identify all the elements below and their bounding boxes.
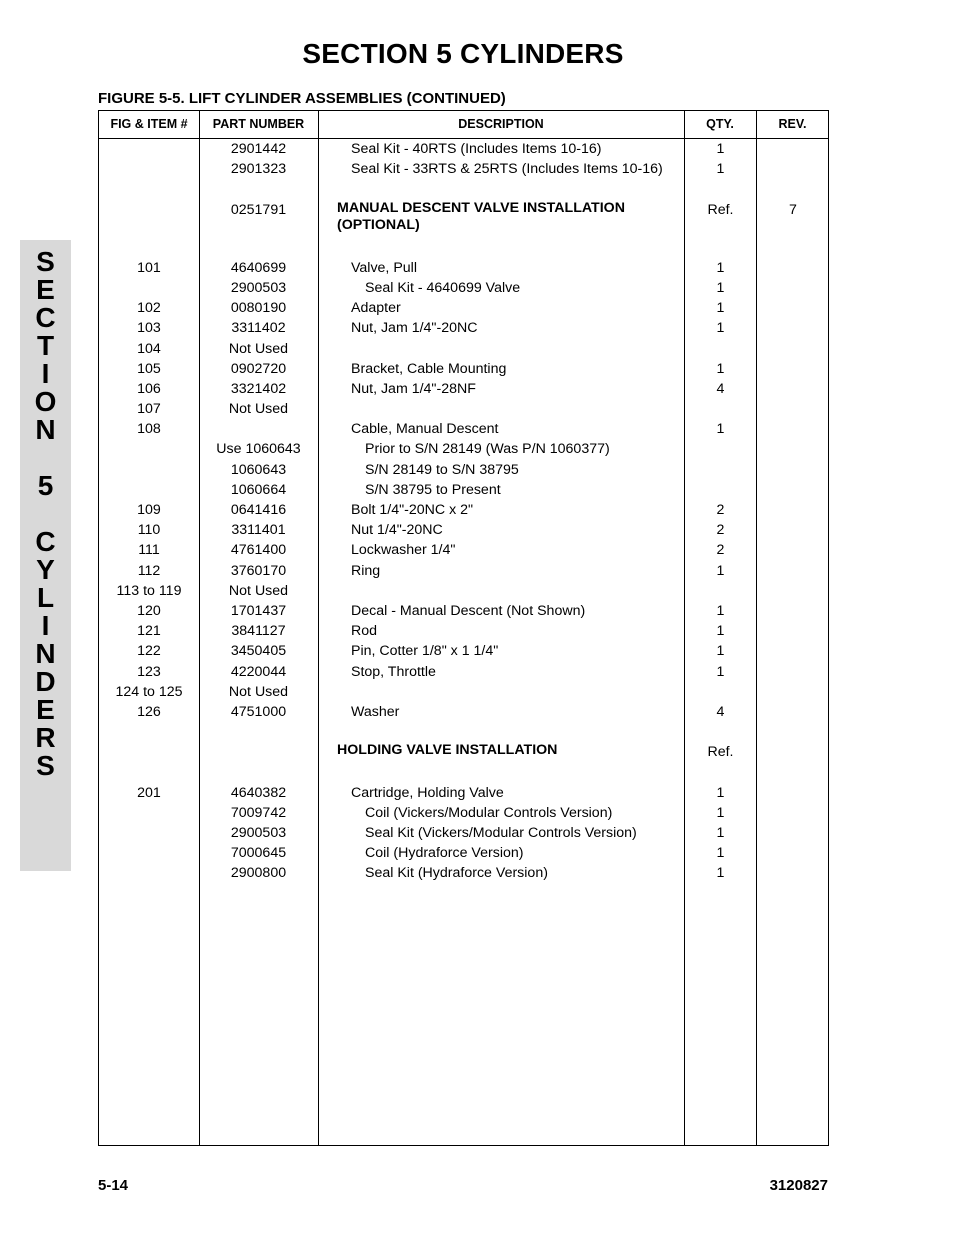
description-cell: Stop, Throttle (351, 663, 436, 680)
qty-cell: 1 (716, 300, 725, 317)
qty-cell: Ref. (707, 744, 734, 761)
qty-cell: 4 (716, 703, 725, 720)
description-cell: Lockwasher 1/4" (351, 542, 456, 559)
header-fig-item: FIG & ITEM # (110, 117, 188, 131)
side-tab-text: S E C T I O N 5 C Y L I N D E R S (34, 246, 57, 781)
qty-cell: 1 (716, 804, 725, 821)
qty-cell: 2 (716, 542, 725, 559)
description-cell: Adapter (351, 300, 401, 317)
description-cell: Pin, Cotter 1/8" x 1 1/4" (351, 643, 499, 660)
fig-item-cell: 126 (137, 703, 161, 720)
figure-title: FIGURE 5-5. LIFT CYLINDER ASSEMBLIES (CONTINUED) (98, 90, 506, 107)
part-number-cell: 4640382 (230, 784, 287, 801)
fig-item-cell: 112 (137, 562, 161, 579)
qty-cell: 1 (716, 320, 725, 337)
fig-item-cell: 124 to 125 (115, 683, 183, 700)
fig-item-cell: 123 (137, 663, 161, 680)
part-number-cell: 4761400 (230, 542, 287, 559)
table-row (99, 359, 828, 379)
fig-item-cell: 110 (137, 522, 161, 539)
fig-item-cell: 108 (137, 421, 161, 438)
description-cell: Seal Kit (Vickers/Modular Controls Version) (365, 825, 637, 841)
part-number-cell: 3311402 (231, 320, 286, 337)
header-rev: REV. (778, 117, 807, 131)
table-row (99, 480, 828, 500)
section-side-tab (20, 240, 71, 871)
part-number-cell: 4640699 (230, 259, 287, 276)
description-cell: Coil (Vickers/Modular Controls Version) (365, 804, 613, 821)
description-cell: Seal Kit - 33RTS & 25RTS (Includes Items 10-16) (351, 161, 663, 178)
header-description: DESCRIPTION (458, 117, 544, 131)
fig-item-cell: 109 (137, 502, 161, 518)
description-cell: MANUAL DESCENT VALVE INSTALLATION (OPTIONAL) (337, 199, 625, 233)
description-cell: Cable, Manual Descent (351, 421, 499, 438)
table-row (99, 419, 828, 439)
description-cell: S/N 28149 to S/N 38795 (365, 461, 519, 478)
qty-cell: 4 (716, 380, 725, 397)
qty-cell: 1 (716, 141, 725, 157)
part-number-cell: Not Used (228, 340, 289, 357)
table-row (99, 379, 828, 399)
part-number-cell: 7000645 (230, 845, 287, 862)
part-number-cell: 3760170 (230, 562, 287, 579)
part-number-cell: Not Used (228, 582, 289, 599)
document-number: 3120827 (769, 1177, 828, 1194)
part-number-cell: 0902720 (230, 360, 287, 377)
table-row (99, 258, 828, 278)
qty-cell: 1 (716, 623, 725, 640)
table-row (99, 278, 828, 298)
part-number-cell: 7009742 (230, 804, 287, 821)
table-row (99, 500, 828, 520)
table-row (99, 520, 828, 540)
table-row (99, 621, 828, 641)
table-row (99, 540, 828, 560)
fig-item-cell: 107 (137, 401, 161, 418)
description-cell: Coil (Hydraforce Version) (365, 845, 524, 862)
part-number-cell: 3321402 (230, 380, 287, 397)
qty-cell: 1 (716, 825, 725, 841)
description-cell: S/N 38795 to Present (365, 481, 501, 498)
table-row (99, 843, 828, 863)
part-number-cell: 4751000 (230, 703, 287, 720)
qty-cell: 1 (716, 421, 725, 438)
description-cell: Nut, Jam 1/4"-20NC (351, 320, 478, 337)
part-number-cell: 1701437 (230, 602, 287, 619)
description-cell: HOLDING VALVE INSTALLATION (337, 742, 558, 759)
fig-item-cell: 103 (137, 320, 161, 337)
qty-cell: 1 (716, 643, 725, 660)
page-number: 5-14 (98, 1177, 129, 1194)
description-cell: Valve, Pull (351, 259, 417, 276)
qty-cell: 2 (716, 522, 725, 539)
fig-item-cell: 120 (137, 602, 161, 619)
qty-cell: 1 (716, 279, 725, 296)
part-number-cell: Use 1060643 (216, 441, 301, 458)
part-number-cell: 0080190 (230, 300, 287, 317)
description-cell: Bolt 1/4"-20NC x 2" (351, 502, 474, 518)
description-cell: Ring (351, 562, 381, 579)
fig-item-cell: 106 (137, 380, 161, 397)
qty-cell: 2 (716, 502, 725, 518)
fig-item-cell: 111 (138, 542, 160, 559)
part-number-cell: 2901442 (230, 141, 287, 157)
table-row (99, 863, 828, 883)
part-number-cell: 2900800 (230, 865, 287, 882)
description-cell: Washer (351, 703, 400, 720)
part-number-cell: 2901323 (230, 161, 287, 178)
qty-cell: 1 (716, 259, 725, 276)
part-number-cell: 0641416 (230, 502, 287, 518)
description-cell: Cartridge, Holding Valve (351, 784, 504, 801)
table-row (99, 702, 828, 722)
fig-item-cell: 105 (137, 360, 161, 377)
table-row (99, 601, 828, 621)
table-row (99, 159, 828, 179)
table-row (99, 439, 828, 459)
fig-item-cell: 101 (137, 259, 161, 276)
part-number-cell: 3841127 (231, 623, 286, 640)
table-row (99, 318, 828, 338)
part-number-cell: 1060664 (230, 481, 287, 498)
table-row (99, 200, 828, 238)
table-header-row (99, 111, 828, 139)
table-row (99, 561, 828, 581)
part-number-cell: 0251791 (230, 201, 287, 218)
part-number-cell: Not Used (228, 401, 289, 418)
table-row (99, 803, 828, 823)
qty-cell: 1 (716, 360, 725, 377)
description-cell: Nut 1/4"-20NC (351, 522, 443, 539)
table-row (99, 742, 828, 762)
table-row (99, 641, 828, 661)
part-number-cell: 3450405 (230, 643, 287, 660)
qty-cell: Ref. (707, 201, 734, 218)
spacer-row (99, 722, 828, 742)
description-cell: Prior to S/N 28149 (Was P/N 1060377) (365, 441, 610, 458)
part-number-cell: 2900503 (230, 279, 287, 296)
part-number-cell: 2900503 (230, 825, 287, 841)
table-row (99, 662, 828, 682)
spacer-row (99, 762, 828, 782)
fig-item-cell: 122 (137, 643, 161, 660)
page-title: SECTION 5 CYLINDERS (302, 38, 624, 69)
fig-item-cell: 104 (137, 340, 161, 357)
table-row (99, 823, 828, 843)
qty-cell: 1 (716, 865, 725, 882)
spacer-row (99, 238, 828, 258)
table-row (99, 783, 828, 803)
part-number-cell: 3311401 (231, 522, 286, 539)
description-cell: Nut, Jam 1/4"-28NF (351, 380, 476, 397)
description-cell: Seal Kit - 4640699 Valve (365, 279, 521, 296)
description-cell: Bracket, Cable Mounting (351, 360, 507, 377)
table-row (99, 298, 828, 318)
qty-cell: 1 (716, 602, 725, 619)
qty-cell: 1 (716, 161, 725, 178)
table-row (99, 682, 828, 702)
description-cell: Rod (351, 623, 378, 640)
parts-table (98, 110, 829, 1146)
qty-cell: 1 (716, 784, 725, 801)
table-row (99, 139, 828, 159)
table-body (99, 139, 828, 884)
description-cell: Decal - Manual Descent (Not Shown) (351, 602, 586, 619)
spacer-row (99, 179, 828, 199)
header-qty: QTY. (706, 117, 734, 131)
table-row (99, 581, 828, 601)
part-number-cell: Not Used (228, 683, 289, 700)
part-number-cell: 4220044 (230, 663, 287, 680)
description-cell: Seal Kit (Hydraforce Version) (365, 865, 548, 882)
fig-item-cell: 201 (137, 784, 161, 801)
table-row (99, 399, 828, 419)
qty-cell: 1 (716, 663, 725, 680)
fig-item-cell: 121 (137, 623, 161, 640)
fig-item-cell: 102 (137, 300, 161, 317)
table-row (99, 460, 828, 480)
description-cell: Seal Kit - 40RTS (Includes Items 10-16) (351, 141, 602, 157)
rev-cell: 7 (789, 201, 797, 218)
qty-cell: 1 (716, 562, 725, 579)
fig-item-cell: 113 to 119 (116, 582, 182, 599)
part-number-cell: 1060643 (230, 461, 287, 478)
table-row (99, 339, 828, 359)
qty-cell: 1 (716, 845, 725, 862)
header-part-number: PART NUMBER (212, 117, 305, 131)
